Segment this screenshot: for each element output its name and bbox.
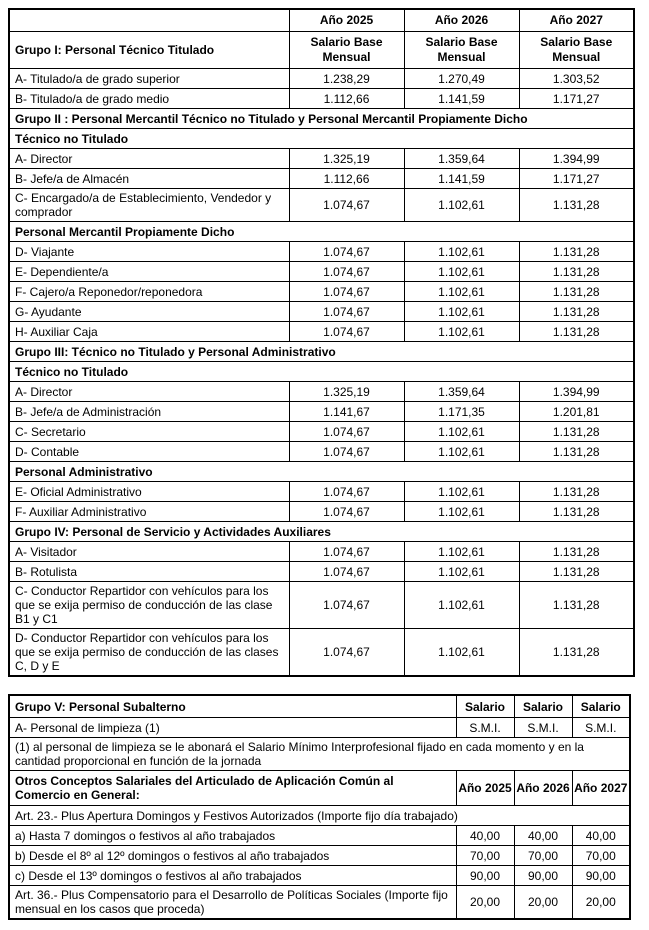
row-label-cell: Grupo III: Técnico no Titulado y Personal Administrativo — [9, 342, 634, 362]
data-row — [9, 846, 630, 866]
row-label-cell: E- Dependiente/a — [9, 262, 289, 282]
row-label-cell: Técnico no Titulado — [9, 129, 634, 149]
data-row — [9, 382, 634, 402]
salary-value-cell: 1.394,99 — [519, 149, 634, 169]
salary-value-cell: 1.201,81 — [519, 402, 634, 422]
salary-value-cell: 1.359,64 — [404, 149, 519, 169]
row-label-cell: C- Secretario — [9, 422, 289, 442]
salary-value-cell: 40,00 — [572, 826, 630, 846]
salary-value-cell: 1.112,66 — [289, 89, 404, 109]
section-row — [9, 462, 634, 482]
salary-value-cell: 1.131,28 — [519, 442, 634, 462]
data-row — [9, 886, 630, 920]
salary-value-cell: 1.102,61 — [404, 562, 519, 582]
data-row — [9, 149, 634, 169]
data-row — [9, 69, 634, 89]
salary-value-cell: 1.074,67 — [289, 442, 404, 462]
salary-value-cell: 1.131,28 — [519, 189, 634, 222]
salary-value-cell: 1.131,28 — [519, 629, 634, 677]
row-label-cell: G- Ayudante — [9, 302, 289, 322]
section-row — [9, 342, 634, 362]
salary-value-cell: 1.131,28 — [519, 502, 634, 522]
salary-table-subaltern — [8, 694, 631, 920]
row-label-cell: Grupo I: Personal Técnico Titulado — [9, 32, 289, 69]
salary-table-main — [8, 8, 635, 677]
column-header-cell: Salario — [456, 695, 514, 718]
head-row — [9, 9, 634, 32]
data-row — [9, 826, 630, 846]
data-row — [9, 582, 634, 629]
data-row — [9, 282, 634, 302]
row-label-cell: D- Viajante — [9, 242, 289, 262]
salary-value-cell: 20,00 — [572, 886, 630, 920]
column-header-cell: Salario Base Mensual — [404, 32, 519, 69]
salary-value-cell: 1.102,61 — [404, 442, 519, 462]
salary-value-cell: 1.102,61 — [404, 282, 519, 302]
salary-value-cell: 1.131,28 — [519, 482, 634, 502]
row-label-cell — [9, 9, 289, 32]
salary-value-cell: 90,00 — [514, 866, 572, 886]
salary-value-cell: 1.303,52 — [519, 69, 634, 89]
salary-value-cell: 1.074,67 — [289, 542, 404, 562]
salary-value-cell: 1.074,67 — [289, 482, 404, 502]
column-header-cell: Año 2027 — [572, 771, 630, 806]
row-label-cell: C- Conductor Repartidor con vehículos para los que se exija permiso de conducción de las clase B1 y C1 — [9, 582, 289, 629]
row-label-cell: A- Director — [9, 149, 289, 169]
row-label-cell: C- Encargado/a de Establecimiento, Vendedor y comprador — [9, 189, 289, 222]
data-row — [9, 502, 634, 522]
data-row — [9, 402, 634, 422]
salary-value-cell: 1.141,59 — [404, 169, 519, 189]
salary-value-cell: 20,00 — [456, 886, 514, 920]
data-row — [9, 482, 634, 502]
salary-value-cell: 40,00 — [514, 826, 572, 846]
row-label-cell: A- Titulado/a de grado superior — [9, 69, 289, 89]
row-label-cell: Grupo IV: Personal de Servicio y Actividades Auxiliares — [9, 522, 634, 542]
section-row — [9, 109, 634, 129]
row-label-cell: B- Titulado/a de grado medio — [9, 89, 289, 109]
row-label-cell: A- Director — [9, 382, 289, 402]
salary-value-cell: 1.131,28 — [519, 242, 634, 262]
salary-value-cell: 1.102,61 — [404, 189, 519, 222]
data-row — [9, 629, 634, 677]
column-header-cell: Año 2025 — [289, 9, 404, 32]
salary-value-cell: 1.074,67 — [289, 302, 404, 322]
column-header-cell: Salario — [514, 695, 572, 718]
salary-value-cell: 1.102,61 — [404, 422, 519, 442]
salary-value-cell: 1.131,28 — [519, 282, 634, 302]
data-row — [9, 422, 634, 442]
salary-value-cell: S.M.I. — [456, 718, 514, 738]
salary-value-cell: 1.238,29 — [289, 69, 404, 89]
salary-table-subaltern-body — [9, 695, 630, 919]
row-label-cell: F- Cajero/a Reponedor/reponedora — [9, 282, 289, 302]
row-label-cell: a) Hasta 7 domingos o festivos al año trabajados — [9, 826, 456, 846]
section-row — [9, 129, 634, 149]
salary-value-cell: 1.102,61 — [404, 262, 519, 282]
salary-value-cell: 1.325,19 — [289, 382, 404, 402]
row-label-cell: b) Desde el 8º al 12º domingos o festivos al año trabajados — [9, 846, 456, 866]
salary-value-cell: 1.102,61 — [404, 629, 519, 677]
salary-value-cell: 1.131,28 — [519, 582, 634, 629]
salary-value-cell: 1.074,67 — [289, 422, 404, 442]
row-label-cell: B- Rotulista — [9, 562, 289, 582]
data-row — [9, 562, 634, 582]
column-header-cell: Salario Base Mensual — [519, 32, 634, 69]
section-row — [9, 522, 634, 542]
column-header-cell: Salario Base Mensual — [289, 32, 404, 69]
salary-value-cell: 1.270,49 — [404, 69, 519, 89]
row-label-cell: F- Auxiliar Administrativo — [9, 502, 289, 522]
salary-value-cell: 70,00 — [456, 846, 514, 866]
salary-value-cell: 40,00 — [456, 826, 514, 846]
column-header-cell: Año 2026 — [404, 9, 519, 32]
row-label-cell: A- Visitador — [9, 542, 289, 562]
salary-value-cell: 1.102,61 — [404, 502, 519, 522]
salary-value-cell: 1.171,27 — [519, 169, 634, 189]
data-row — [9, 322, 634, 342]
data-row — [9, 866, 630, 886]
salary-value-cell: 1.131,28 — [519, 422, 634, 442]
row-label-cell: Personal Mercantil Propiamente Dicho — [9, 222, 634, 242]
data-row — [9, 718, 630, 738]
salary-value-cell: 70,00 — [514, 846, 572, 866]
salary-value-cell: 1.074,67 — [289, 502, 404, 522]
data-row — [9, 302, 634, 322]
row-label-cell: A- Personal de limpieza (1) — [9, 718, 456, 738]
row-label-cell: Otros Conceptos Salariales del Articulado de Aplicación Común al Comercio en General: — [9, 771, 456, 806]
row-label-cell: B- Jefe/a de Administración — [9, 402, 289, 422]
row-label-cell: (1) al personal de limpieza se le abonará el Salario Mínimo Interprofesional fijado en cada momento y en la cantidad proporcional en función de la jornada — [9, 738, 630, 771]
salary-value-cell: 1.074,67 — [289, 629, 404, 677]
head-row — [9, 771, 630, 806]
salary-value-cell: 1.102,61 — [404, 242, 519, 262]
salary-value-cell: 1.131,28 — [519, 562, 634, 582]
salary-value-cell: 1.131,28 — [519, 542, 634, 562]
salary-value-cell: 1.102,61 — [404, 322, 519, 342]
salary-value-cell: 1.074,67 — [289, 322, 404, 342]
note-row — [9, 806, 630, 826]
data-row — [9, 442, 634, 462]
salary-value-cell: 1.141,59 — [404, 89, 519, 109]
head-row — [9, 695, 630, 718]
data-row — [9, 262, 634, 282]
salary-value-cell: S.M.I. — [572, 718, 630, 738]
column-header-cell: Salario — [572, 695, 630, 718]
salary-value-cell: 1.074,67 — [289, 582, 404, 629]
row-label-cell: Técnico no Titulado — [9, 362, 634, 382]
row-label-cell: E- Oficial Administrativo — [9, 482, 289, 502]
salary-value-cell: 1.102,61 — [404, 582, 519, 629]
row-label-cell: Art. 36.- Plus Compensatorio para el Desarrollo de Políticas Sociales (Importe fijo mensual en los casos que proceda) — [9, 886, 456, 920]
note-row — [9, 738, 630, 771]
row-label-cell: H- Auxiliar Caja — [9, 322, 289, 342]
row-label-cell: D- Contable — [9, 442, 289, 462]
salary-value-cell: 1.074,67 — [289, 262, 404, 282]
column-header-cell: Año 2026 — [514, 771, 572, 806]
data-row — [9, 542, 634, 562]
section-row — [9, 362, 634, 382]
row-label-cell: c) Desde el 13º domingos o festivos al año trabajados — [9, 866, 456, 886]
salary-value-cell: 1.359,64 — [404, 382, 519, 402]
column-header-cell: Año 2027 — [519, 9, 634, 32]
column-header-cell: Año 2025 — [456, 771, 514, 806]
data-row — [9, 169, 634, 189]
salary-value-cell: 1.141,67 — [289, 402, 404, 422]
row-label-cell: Grupo II : Personal Mercantil Técnico no Titulado y Personal Mercantil Propiamente Dicho — [9, 109, 634, 129]
salary-value-cell: 1.171,27 — [519, 89, 634, 109]
salary-value-cell: 1.102,61 — [404, 482, 519, 502]
salary-value-cell: S.M.I. — [514, 718, 572, 738]
row-label-cell: Grupo V: Personal Subalterno — [9, 695, 456, 718]
salary-value-cell: 1.074,67 — [289, 282, 404, 302]
salary-value-cell: 20,00 — [514, 886, 572, 920]
row-label-cell: Personal Administrativo — [9, 462, 634, 482]
salary-value-cell: 90,00 — [572, 866, 630, 886]
data-row — [9, 242, 634, 262]
row-label-cell: Art. 23.- Plus Apertura Domingos y Festivos Autorizados (Importe fijo día trabajado) — [9, 806, 630, 826]
row-label-cell: D- Conductor Repartidor con vehículos para los que se exija permiso de conducción de las clases C, D y E — [9, 629, 289, 677]
salary-value-cell: 1.131,28 — [519, 322, 634, 342]
salary-value-cell: 1.171,35 — [404, 402, 519, 422]
salary-value-cell: 1.074,67 — [289, 242, 404, 262]
salary-value-cell: 70,00 — [572, 846, 630, 866]
row-label-cell: B- Jefe/a de Almacén — [9, 169, 289, 189]
salary-value-cell: 1.394,99 — [519, 382, 634, 402]
salary-value-cell: 1.074,67 — [289, 562, 404, 582]
salary-value-cell: 90,00 — [456, 866, 514, 886]
salary-value-cell: 1.074,67 — [289, 189, 404, 222]
salary-value-cell: 1.112,66 — [289, 169, 404, 189]
data-row — [9, 189, 634, 222]
head-row — [9, 32, 634, 69]
salary-table-main-body — [9, 9, 634, 676]
section-row — [9, 222, 634, 242]
salary-value-cell: 1.131,28 — [519, 262, 634, 282]
salary-value-cell: 1.102,61 — [404, 542, 519, 562]
salary-value-cell: 1.102,61 — [404, 302, 519, 322]
data-row — [9, 89, 634, 109]
salary-value-cell: 1.131,28 — [519, 302, 634, 322]
salary-value-cell: 1.325,19 — [289, 149, 404, 169]
